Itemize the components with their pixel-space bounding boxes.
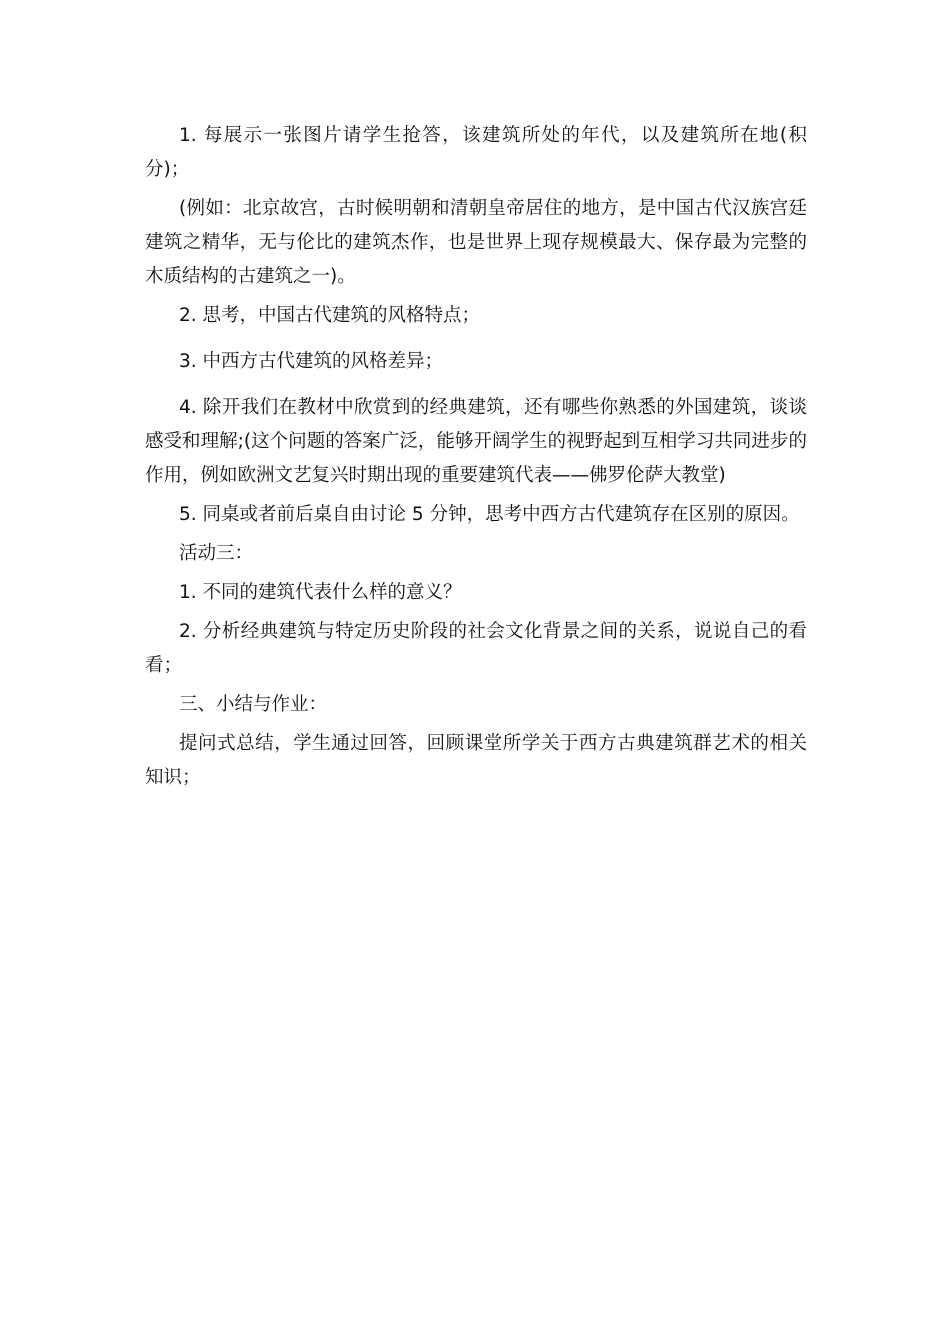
document-body (145, 119, 807, 795)
paragraph-activity-item-1: 1. 每展示一张图片请学生抢答，该建筑所处的年代，以及建筑所在地(积分)； (145, 125, 807, 180)
paragraph-summary: 提问式总结，学生通过回答，回顾课堂所学关于西方古典建筑群艺术的相关知识； (145, 733, 807, 788)
section-heading-activity-3: 活动三： (179, 543, 254, 564)
paragraph-activity-item-2: 2. 思考，中国古代建筑的风格特点； (179, 305, 481, 326)
paragraph-activity-item-5: 5. 同桌或者前后桌自由讨论 5 分钟，思考中西方古代建筑存在区别的原因。 (179, 504, 800, 525)
paragraph-activity3-item-2: 2. 分析经典建筑与特定历史阶段的社会文化背景之间的关系，说说自己的看看； (145, 621, 807, 676)
paragraph-activity3-item-1: 1. 不同的建筑代表什么样的意义？ (179, 582, 462, 603)
paragraph-activity-item-4: 4. 除开我们在教材中欣赏到的经典建筑，还有哪些你熟悉的外国建筑，谈谈感受和理解;(这个问题的答案广泛，能够开阔学生的视野起到互相学习共同进步的作用，例如欧洲文艺复兴时期出现的重要建筑代表——佛罗伦萨大教堂) (145, 397, 807, 486)
section-heading-summary: 三、小结与作业： (179, 694, 328, 715)
paragraph-activity-item-3: 3. 中西方古代建筑的风格差异； (179, 351, 444, 372)
paragraph-example-forbidden-city: (例如：北京故宫，古时候明朝和清朝皇帝居住的地方，是中国古代汉族宫廷建筑之精华，无与伦比的建筑杰作，也是世界上现存规模最大、保存最为完整的木质结构的古建筑之一)。 (145, 198, 807, 287)
